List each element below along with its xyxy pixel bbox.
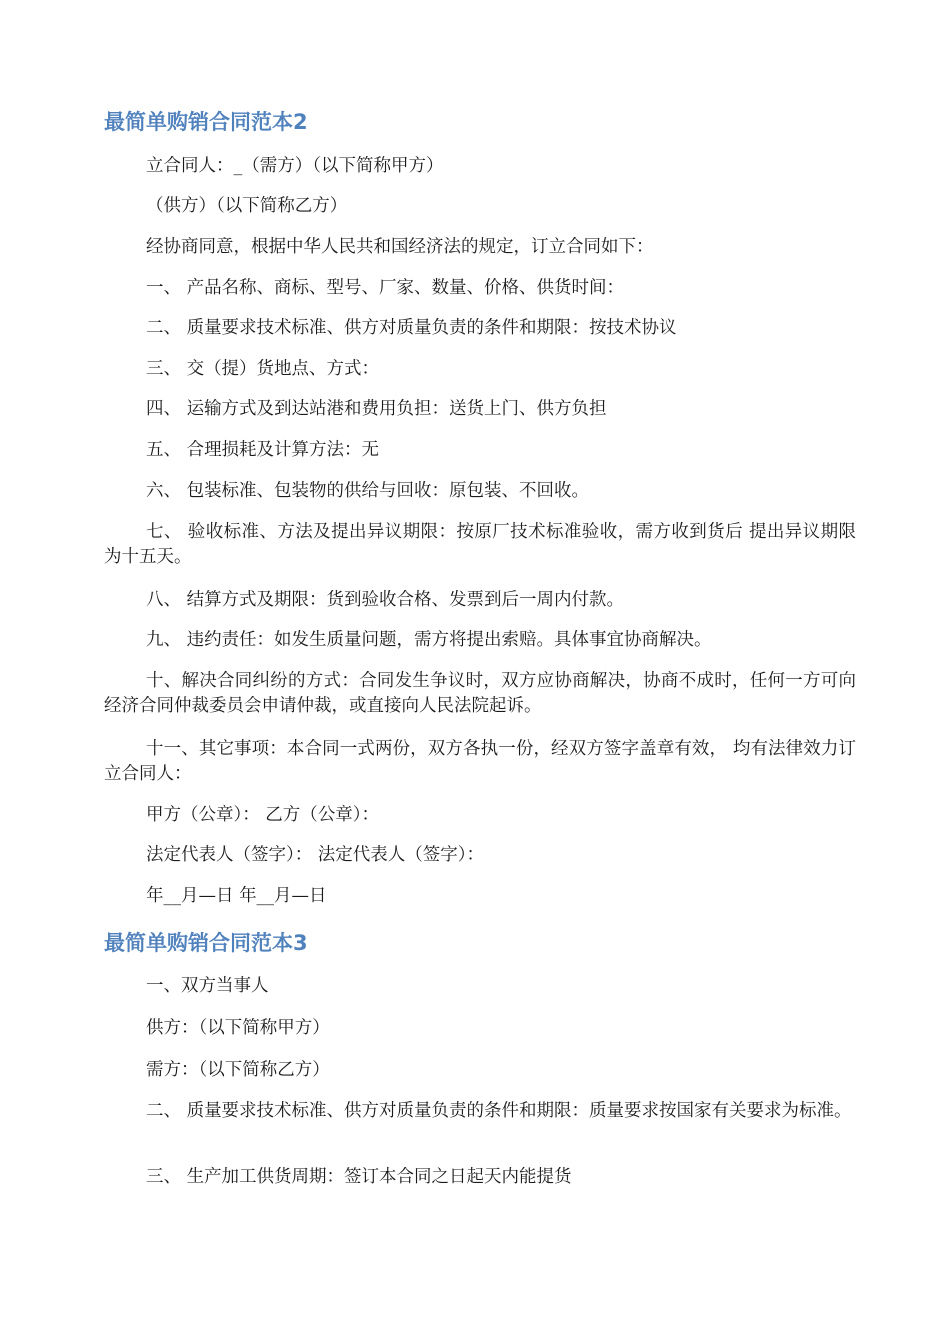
paragraph: 需方：（以下简称乙方） <box>146 1060 330 1080</box>
paragraph: 经协商同意，根据中华人民共和国经济法的规定，订立合同如下： <box>146 237 654 257</box>
paragraph: 七、 验收标准、方法及提出异议期限：按原厂技术标准验收，需方收到货后 提出异议期限为十五天。 <box>104 522 856 567</box>
paragraph: 十、解决合同纠纷的方式：合同发生争议时，双方应协商解决，协商不成时，任何一方可向经济合同仲裁委员会申请仲裁，或直接向人民法院起诉。 <box>104 671 856 716</box>
paragraph: 五、 合理损耗及计算方法：无 <box>146 440 380 460</box>
signature-line-representatives: 法定代表人（签字）： 法定代表人（签字）： <box>146 845 485 865</box>
paragraph: 二、 质量要求技术标准、供方对质量负责的条件和期限：按技术协议 <box>146 318 677 338</box>
paragraph: 一、 产品名称、商标、型号、厂家、数量、价格、供货时间： <box>146 278 625 298</box>
paragraph: 八、 结算方式及期限：货到验收合格、发票到后一周内付款。 <box>146 590 625 610</box>
signature-line-dates: 年__月—日 年__月—日 <box>146 886 327 906</box>
paragraph: 三、 交（提）货地点、方式： <box>146 359 380 379</box>
signature-line-seals: 甲方（公章）： 乙方（公章）： <box>146 805 380 825</box>
paragraph: 立合同人：_（需方）（以下简称甲方） <box>146 156 444 176</box>
paragraph: 九、 违约责任：如发生质量问题，需方将提出索赔。具体事宜协商解决。 <box>146 630 712 650</box>
section-3-title: 最简单购销合同范本3 <box>104 931 308 955</box>
paragraph: 供方：（以下简称甲方） <box>146 1018 330 1038</box>
paragraph: 四、 运输方式及到达站港和费用负担：送货上门、供方负担 <box>146 399 607 419</box>
paragraph: （供方）（以下简称乙方） <box>146 196 348 216</box>
paragraph: 三、 生产加工供货周期：签订本合同之日起天内能提货 <box>146 1167 572 1187</box>
paragraph: 十一、其它事项：本合同一式两份，双方各执一份，经双方签字盖章有效， 均有法律效力订立合同人： <box>104 739 856 784</box>
paragraph: 二、 质量要求技术标准、供方对质量负责的条件和期限：质量要求按国家有关要求为标准。 <box>146 1101 852 1121</box>
paragraph: 一、双方当事人 <box>146 976 269 996</box>
paragraph: 六、 包装标准、包装物的供给与回收：原包装、不回收。 <box>146 481 590 501</box>
section-2-title: 最简单购销合同范本2 <box>104 110 308 134</box>
